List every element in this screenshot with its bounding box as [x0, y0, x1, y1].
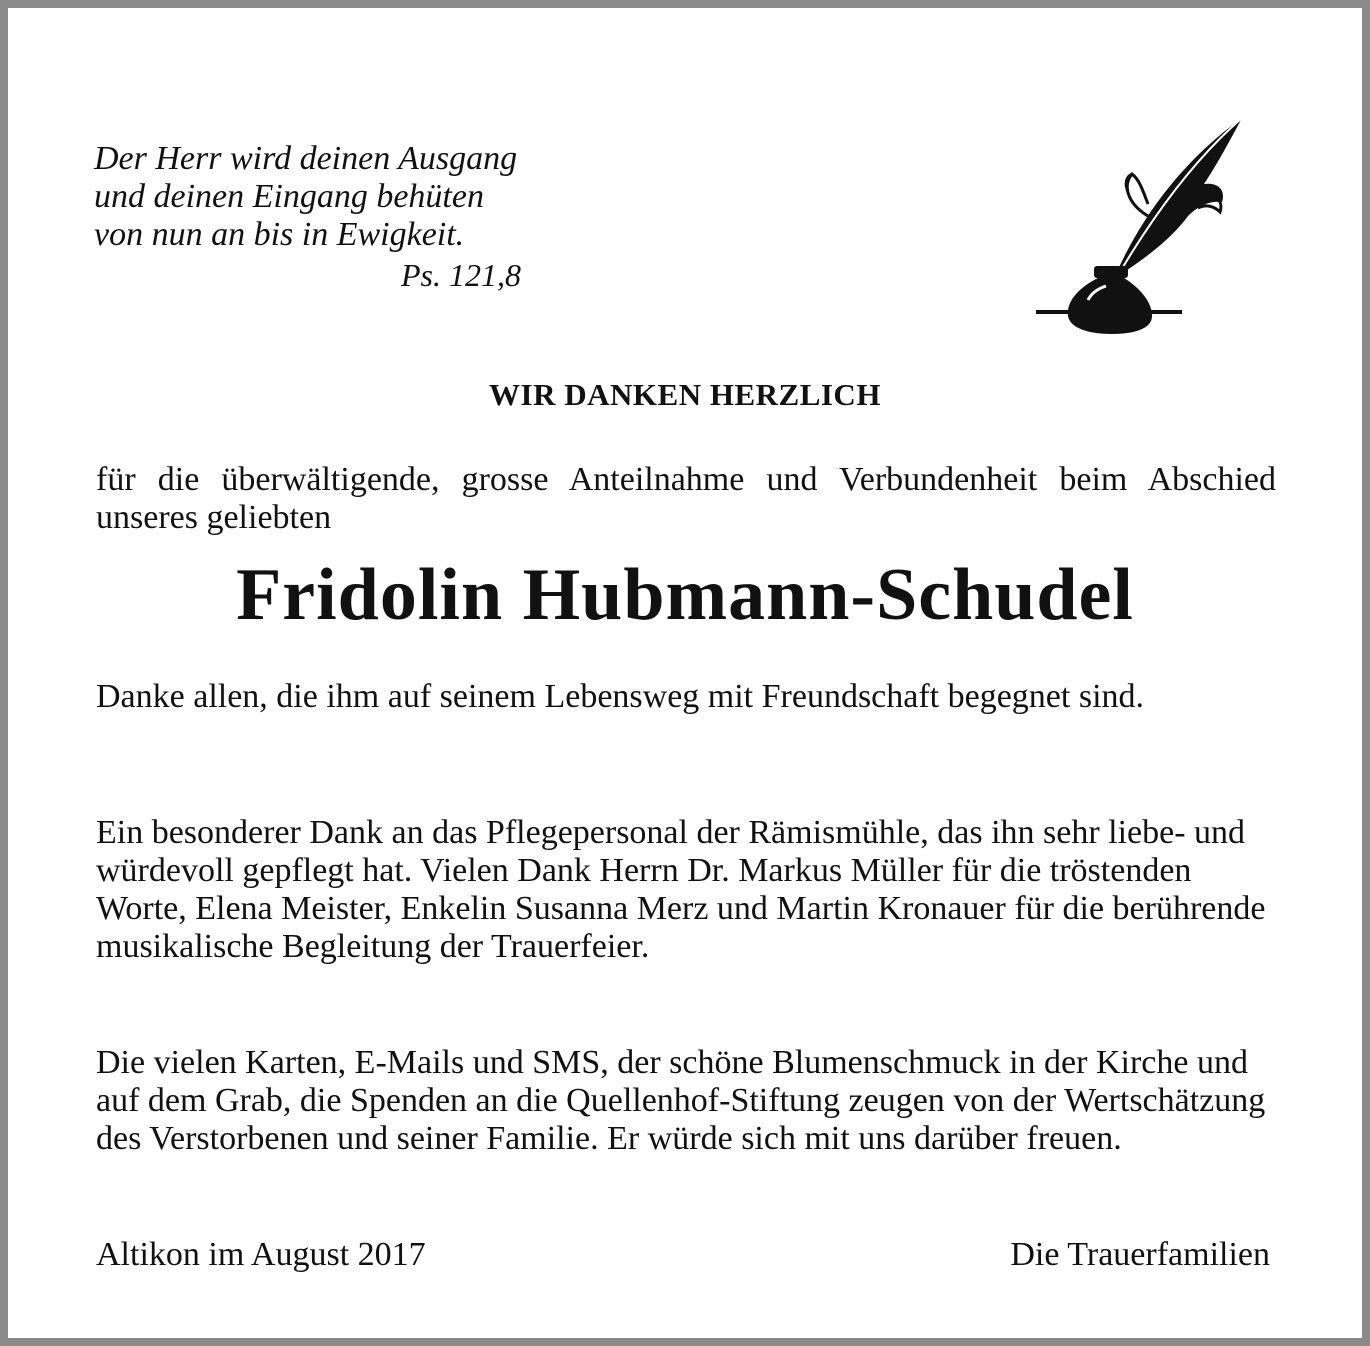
verse-reference: Ps. 121,8 — [401, 257, 521, 293]
paragraph-special-thanks: Ein besonderer Dank an das Pflegepersonal der Rämismühle, das ihn sehr liebe- und würdevoll gepflegt hat. Vielen Dank Herrn Dr. Markus Müller für die tröstenden Worte, Elena Meister, Enkelin Susanna Merz und Martin Kronauer für die berührende musikalische Begleitung der Trauerfeier. — [96, 814, 1266, 965]
verse-line: von nun an bis in Ewigkeit. — [94, 216, 465, 253]
place-date: Altikon im August 2017 — [96, 1236, 426, 1273]
obituary-card — [8, 8, 1362, 1338]
verse-line: Der Herr wird deinen Ausgang — [94, 140, 518, 177]
intro-text: für die überwältigende, grosse Anteilnahme und Verbundenheit beim Abschied unseres geliebten — [96, 461, 1276, 536]
psalm-verse — [94, 140, 517, 254]
heading: WIR DANKEN HERZLICH — [489, 377, 881, 412]
quill-and-inkwell-icon — [1028, 104, 1264, 340]
signature: Die Trauerfamilien — [1010, 1236, 1270, 1273]
paragraph-cards-flowers: Die vielen Karten, E-Mails und SMS, der schöne Blumenschmuck in der Kirche und auf dem Grab, die Spenden an die Quellenhof-Stiftung zeugen von der Wertschätzung des Verstorbenen und seiner Familie. Er würde sich mit uns darüber freuen. — [96, 1044, 1266, 1157]
verse-line: und deinen Eingang behüten — [94, 178, 484, 215]
paragraph-thanks-all: Danke allen, die ihm auf seinem Lebensweg mit Freundschaft begegnet sind. — [96, 678, 1145, 715]
deceased-name: Fridolin Hubmann-Schudel — [236, 554, 1134, 636]
